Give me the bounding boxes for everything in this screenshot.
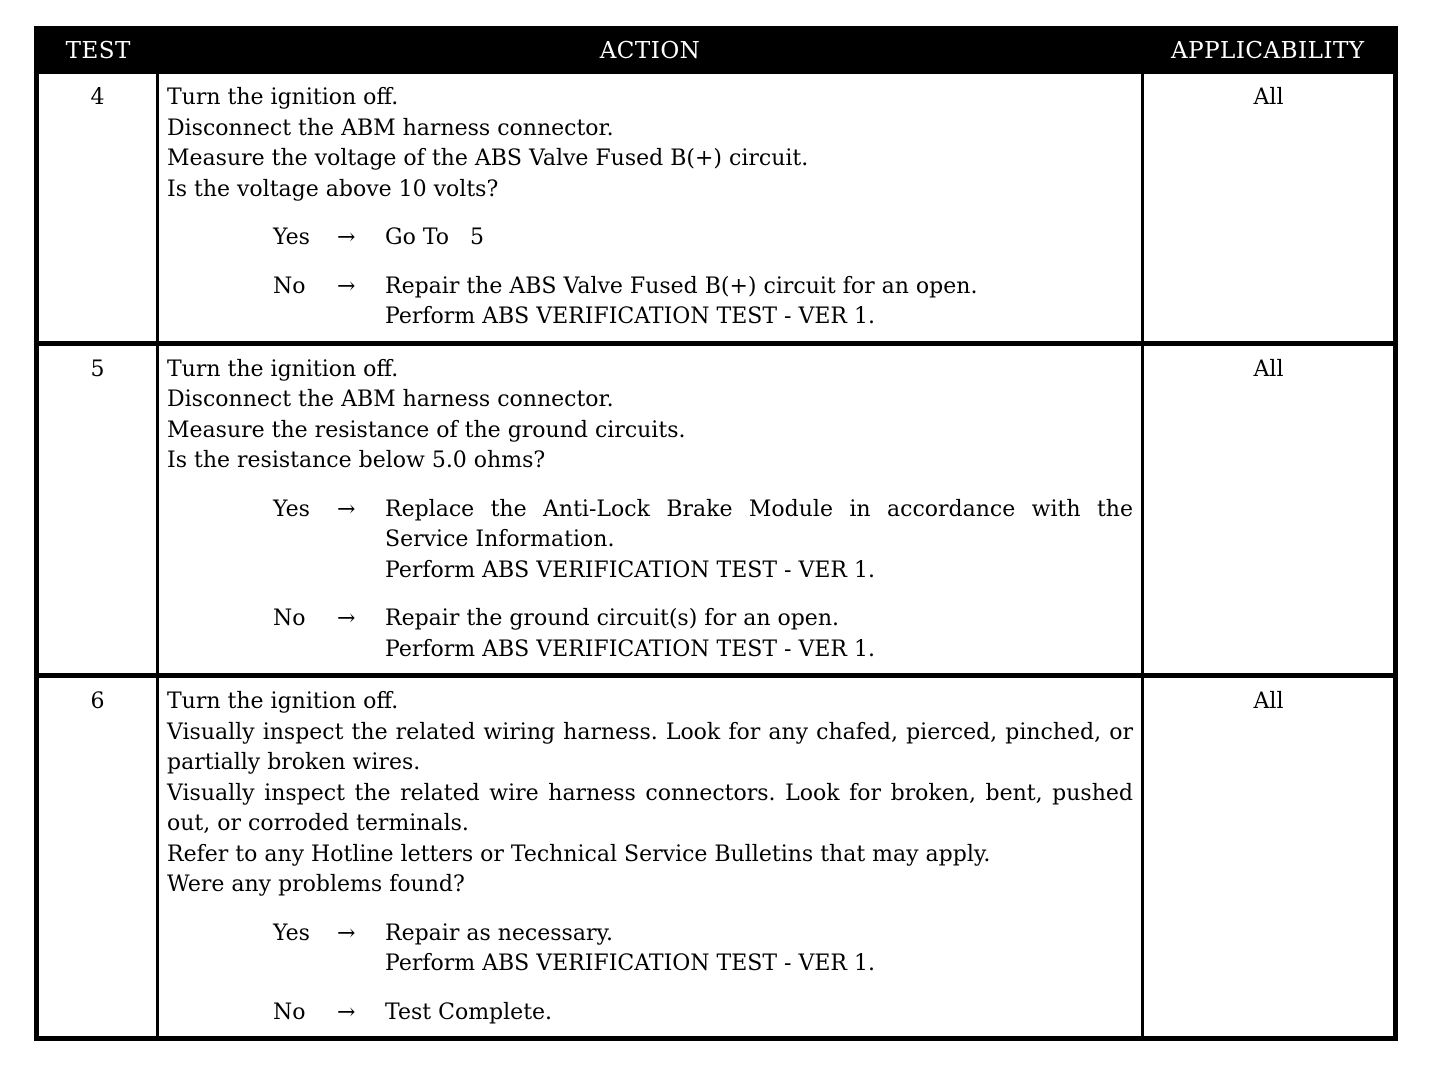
action-step: Is the voltage above 10 volts?: [167, 176, 499, 202]
action-step: Disconnect the ABM harness connector.: [167, 387, 614, 412]
no-result: [385, 604, 1133, 665]
right-arrow-icon: →: [337, 606, 356, 631]
result-line: Repair the ground circuit(s) for an open.: [385, 606, 839, 631]
right-arrow-icon: →: [337, 273, 356, 299]
no-branch: [167, 604, 1133, 665]
no-label: No: [273, 273, 306, 299]
yes-result: [385, 919, 1133, 980]
yes-label: Yes: [273, 225, 310, 250]
action-step: Visually inspect the related wiring harness. Look for any chafed, pierced, pinched, or partially broken wires.: [167, 719, 1133, 775]
result-line: Test Complete.: [385, 999, 553, 1025]
result-line: Service Information.: [385, 527, 615, 552]
action-step: Measure the voltage of the ABS Valve Fused B(+) circuit.: [167, 146, 809, 171]
no-result: [385, 272, 1133, 333]
header-test: TEST: [37, 29, 158, 73]
right-arrow-icon: →: [337, 225, 356, 250]
diagnostic-test-table: [34, 26, 1398, 1041]
test-number: 4: [37, 73, 158, 344]
test-number: 6: [37, 676, 158, 1039]
right-arrow-icon: →: [337, 496, 356, 522]
yes-label: Yes: [273, 920, 310, 946]
yes-label: Yes: [273, 496, 310, 522]
action-step: Measure the resistance of the ground circuits.: [167, 417, 686, 443]
result-line: Perform ABS VERIFICATION TEST - VER 1.: [385, 557, 875, 583]
table-row: [37, 73, 1396, 344]
applicability-cell: All: [1143, 73, 1396, 344]
action-step: Is the resistance below 5.0 ohms?: [167, 448, 546, 473]
action-cell: [158, 73, 1143, 344]
no-branch: [167, 998, 1133, 1029]
no-branch: [167, 272, 1133, 333]
no-label: No: [273, 606, 306, 631]
applicability-cell: All: [1143, 676, 1396, 1039]
yes-branch: [167, 919, 1133, 980]
yes-branch: [167, 495, 1133, 587]
result-line: Go To 5: [385, 225, 484, 250]
header-applicability: APPLICABILITY: [1143, 29, 1396, 73]
action-step: Turn the ignition off.: [167, 85, 399, 110]
action-step: Disconnect the ABM harness connector.: [167, 115, 614, 141]
table-row: [37, 343, 1396, 676]
no-label: No: [273, 999, 306, 1025]
result-line: Repair as necessary.: [385, 920, 613, 946]
result-line: Perform ABS VERIFICATION TEST - VER 1.: [385, 636, 875, 662]
header-action: ACTION: [158, 29, 1143, 73]
action-step: Visually inspect the related wire harness connectors. Look for broken, bent, pushed out, or corroded terminals.: [167, 780, 1133, 836]
action-cell: [158, 343, 1143, 676]
result-line: Perform ABS VERIFICATION TEST - VER 1.: [385, 304, 875, 329]
right-arrow-icon: →: [337, 999, 356, 1025]
test-number: 5: [37, 343, 158, 676]
action-step: Refer to any Hotline letters or Technical Service Bulletins that may apply.: [167, 841, 991, 867]
action-step: Were any problems found?: [167, 872, 465, 897]
result-line: Perform ABS VERIFICATION TEST - VER 1.: [385, 951, 875, 976]
table-header-row: [37, 29, 1396, 73]
action-step: Turn the ignition off.: [167, 356, 399, 382]
table-row: [37, 676, 1396, 1039]
yes-result: [385, 495, 1133, 587]
result-line: Replace the Anti-Lock Brake Module in accordance with the: [385, 496, 1133, 522]
yes-result: [385, 223, 1133, 254]
result-line: Repair the ABS Valve Fused B(+) circuit for an open.: [385, 273, 978, 299]
action-step: Turn the ignition off.: [167, 689, 399, 714]
action-cell: [158, 676, 1143, 1039]
right-arrow-icon: →: [337, 920, 356, 946]
yes-branch: [167, 223, 1133, 254]
applicability-cell: All: [1143, 343, 1396, 676]
no-result: [385, 998, 1133, 1029]
